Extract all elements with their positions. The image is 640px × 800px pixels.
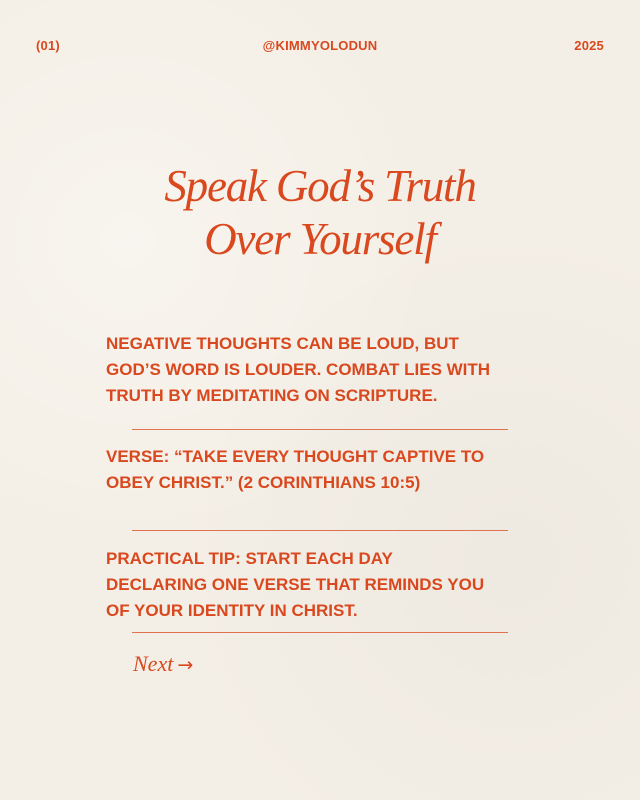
intro-line: TRUTH BY MEDITATING ON SCRIPTURE. <box>106 386 438 405</box>
arrow-right-icon: → <box>177 654 194 676</box>
tip-line: PRACTICAL TIP: START EACH DAY <box>106 549 393 568</box>
verse-line: OBEY CHRIST.” (2 CORINTHIANS 10:5) <box>106 473 421 492</box>
intro-paragraph <box>106 331 536 409</box>
title-line-2: Over Yourself <box>204 214 436 264</box>
tip-line: DECLARING ONE VERSE THAT REMINDS YOU <box>106 575 485 594</box>
page-title <box>0 160 640 266</box>
verse-line: VERSE: “TAKE EVERY THOUGHT CAPTIVE TO <box>106 447 485 466</box>
tip-paragraph <box>106 546 536 624</box>
intro-line: NEGATIVE THOUGHTS CAN BE LOUD, BUT <box>106 334 459 353</box>
page-number: (01) <box>36 38 60 53</box>
year-label: 2025 <box>574 38 604 53</box>
tip-line: OF YOUR IDENTITY IN CHRIST. <box>106 601 358 620</box>
divider <box>132 530 508 531</box>
next-button[interactable] <box>133 651 193 677</box>
divider <box>132 632 508 633</box>
intro-line: GOD’S WORD IS LOUDER. COMBAT LIES WITH <box>106 360 491 379</box>
author-handle: @KIMMYOLODUN <box>262 38 378 53</box>
divider <box>132 429 508 430</box>
next-label: Next <box>133 651 174 676</box>
verse-paragraph <box>106 444 536 496</box>
title-line-1: Speak God’s Truth <box>164 161 476 211</box>
